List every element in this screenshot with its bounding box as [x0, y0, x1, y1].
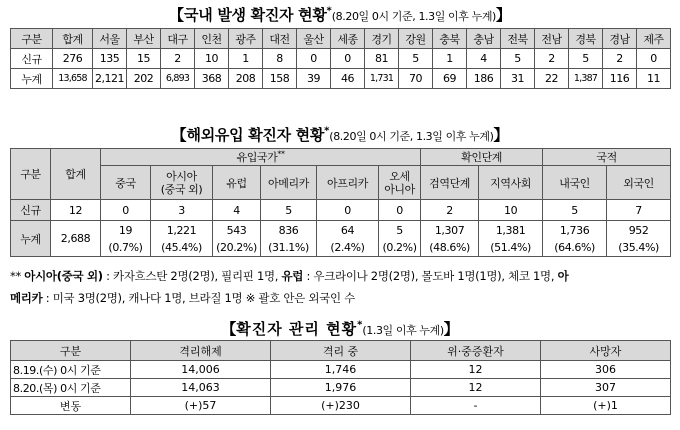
table-cell: 2 [535, 49, 569, 69]
table-cell: 0 [379, 200, 421, 221]
header-cell: 지역사회 [479, 166, 543, 200]
table-cell: 69 [433, 69, 467, 89]
table-cell: 1,381 (51.4%) [479, 221, 543, 257]
table-cell: 186 [467, 69, 501, 89]
table-cell: 5 (0.2%) [379, 221, 421, 257]
header-cell: 경기 [365, 29, 399, 49]
header-cell: 전남 [535, 29, 569, 49]
table-cell: 15 [127, 49, 161, 69]
table-cell: - [411, 397, 541, 415]
header-cell: 울산 [297, 29, 331, 49]
table-cell: 307 [541, 379, 671, 397]
domestic-cumulative-row [11, 69, 671, 89]
management-title-note: (1.3일 이후 누계) [362, 324, 444, 337]
table-cell: 0 [331, 49, 365, 69]
header-cell: 경남 [603, 29, 637, 49]
origin-group-header: 유입국가** [101, 149, 421, 166]
header-cell: 대전 [263, 29, 297, 49]
management-header-row [11, 341, 671, 361]
table-cell: 6,893 [161, 69, 195, 89]
table-cell: (+)1 [541, 397, 671, 415]
table-cell: 7 [607, 200, 671, 221]
table-cell: 2,121 [93, 69, 127, 89]
nationality-group-header: 국적 [543, 149, 671, 166]
table-cell: 208 [229, 69, 263, 89]
table-cell: 4 [467, 49, 501, 69]
imported-cumulative-row [11, 221, 671, 257]
table-cell: 952 (35.4%) [607, 221, 671, 257]
table-cell: 135 [93, 49, 127, 69]
table-cell: 64 (2.4%) [317, 221, 379, 257]
table-cell: 1,746 [271, 361, 411, 379]
footnote-line-2: 메리카 : 미국 3명(2명), 캐나다 1명, 브라질 1명 ※ 괄호 안은 외국인 수 [10, 291, 355, 305]
table-cell: 11 [637, 69, 671, 89]
header-cell: 인천 [195, 29, 229, 49]
table-cell: 368 [195, 69, 229, 89]
table-cell: 306 [541, 361, 671, 379]
table-cell: 2,688 [51, 221, 101, 257]
header-cell: 구분 [11, 29, 53, 49]
header-cell: 충북 [433, 29, 467, 49]
table-cell: 543 (20.2%) [213, 221, 261, 257]
table-cell: 3 [151, 200, 213, 221]
management-row-0820 [11, 379, 671, 397]
header-cell: 아메리카 [261, 166, 317, 200]
table-cell: 8 [263, 49, 297, 69]
row-label: 신규 [11, 49, 53, 69]
imported-group-header-row [11, 149, 671, 166]
header-cell: 위·중증환자 [411, 341, 541, 361]
table-cell: 39 [297, 69, 331, 89]
imported-title: 【해외유입 확진자 현황*(8.20일 0시 기준, 1.3일 이후 누계)】 [171, 125, 509, 144]
domestic-title-note: (8.20일 0시 기준, 1.3일 이후 누계) [331, 10, 496, 23]
management-title: 【확진자 관리 현황*(1.3일 이후 누계)】 [221, 319, 459, 338]
domestic-title: 【국내 발생 확진자 현황*(8.20일 0시 기준, 1.3일 이후 누계)】 [169, 5, 511, 24]
row-label: 변동 [11, 397, 131, 415]
table-cell: 5 [501, 49, 535, 69]
table-cell: 1,976 [271, 379, 411, 397]
header-cell: 사망자 [541, 341, 671, 361]
table-cell: 2 [603, 49, 637, 69]
header-cell: 세종 [331, 29, 365, 49]
domestic-cases-table [10, 28, 671, 89]
header-cell: 구분 [11, 149, 51, 200]
table-cell: 12 [411, 379, 541, 397]
header-cell: 오세 아니아 [379, 166, 421, 200]
header-cell: 아시아 (중국 외) [151, 166, 213, 200]
table-cell: 1,387 [569, 69, 603, 89]
table-cell: 5 [569, 49, 603, 69]
footnote-line-1: ** 아시아(중국 외) : 카자흐스탄 2명(2명), 필리핀 1명, 유럽 : 우크라이나 2명(2명), 몰도바 1명(1명), 체코 1명, 아 [10, 269, 569, 283]
header-cell: 외국인 [607, 166, 671, 200]
table-cell: 158 [263, 69, 297, 89]
table-cell: 31 [501, 69, 535, 89]
header-cell: 합계 [51, 149, 101, 200]
row-label: 누계 [11, 221, 51, 257]
row-label: 8.19.(수) 0시 기준 [11, 361, 131, 379]
table-cell: 70 [399, 69, 433, 89]
table-cell: (+)230 [271, 397, 411, 415]
table-cell: 12 [411, 361, 541, 379]
table-cell: 14,063 [131, 379, 271, 397]
management-row-0819 [11, 361, 671, 379]
management-title-text: 확진자 관리 현황 [236, 320, 358, 338]
table-cell: 276 [53, 49, 93, 69]
table-cell: 1,736 (64.6%) [543, 221, 607, 257]
domestic-new-row [11, 49, 671, 69]
table-cell: 5 [261, 200, 317, 221]
header-cell: 구분 [11, 341, 131, 361]
table-cell: 1,307 (48.6%) [421, 221, 479, 257]
table-cell: 1,221 (45.4%) [151, 221, 213, 257]
header-cell: 유럽 [213, 166, 261, 200]
table-cell: 10 [479, 200, 543, 221]
table-cell: 14,006 [131, 361, 271, 379]
imported-cases-table [10, 148, 671, 257]
table-cell: 5 [543, 200, 607, 221]
header-cell: 합계 [53, 29, 93, 49]
header-cell: 경북 [569, 29, 603, 49]
table-cell: 2 [161, 49, 195, 69]
table-cell: 116 [603, 69, 637, 89]
row-label: 신규 [11, 200, 51, 221]
confirm-stage-group-header: 확인단계 [421, 149, 543, 166]
table-cell: 1 [229, 49, 263, 69]
header-cell: 전북 [501, 29, 535, 49]
header-cell: 격리 중 [271, 341, 411, 361]
table-cell: 5 [399, 49, 433, 69]
header-cell: 제주 [637, 29, 671, 49]
domestic-title-text: 국내 발생 확진자 현황 [184, 6, 327, 24]
header-cell: 부산 [127, 29, 161, 49]
table-cell: 1,731 [365, 69, 399, 89]
table-cell: 836 (31.1%) [261, 221, 317, 257]
header-cell: 격리해제 [131, 341, 271, 361]
imported-title-text: 해외유입 확진자 현황 [186, 126, 325, 144]
imported-sub-header-row [11, 166, 671, 200]
table-cell: 202 [127, 69, 161, 89]
table-cell: 0 [101, 200, 151, 221]
table-cell: 19 (0.7%) [101, 221, 151, 257]
row-label: 8.20.(목) 0시 기준 [11, 379, 131, 397]
header-cell: 중국 [101, 166, 151, 200]
imported-new-row [11, 200, 671, 221]
table-cell: 12 [51, 200, 101, 221]
table-cell: 13,658 [53, 69, 93, 89]
header-cell: 검역단계 [421, 166, 479, 200]
imported-title-note: (8.20일 0시 기준, 1.3일 이후 누계) [329, 130, 494, 143]
header-cell: 아프리카 [317, 166, 379, 200]
table-cell: 0 [637, 49, 671, 69]
management-change-row [11, 397, 671, 415]
table-cell: (+)57 [131, 397, 271, 415]
domestic-header-row [11, 29, 671, 49]
table-cell: 0 [317, 200, 379, 221]
table-cell: 1 [433, 49, 467, 69]
header-cell: 광주 [229, 29, 263, 49]
header-cell: 강원 [399, 29, 433, 49]
case-management-table [10, 340, 671, 415]
table-cell: 0 [297, 49, 331, 69]
table-cell: 10 [195, 49, 229, 69]
row-label: 누계 [11, 69, 53, 89]
header-cell: 대구 [161, 29, 195, 49]
table-cell: 22 [535, 69, 569, 89]
header-cell: 서울 [93, 29, 127, 49]
table-cell: 46 [331, 69, 365, 89]
header-cell: 내국인 [543, 166, 607, 200]
table-cell: 4 [213, 200, 261, 221]
header-cell: 충남 [467, 29, 501, 49]
table-cell: 81 [365, 49, 399, 69]
table-cell: 2 [421, 200, 479, 221]
